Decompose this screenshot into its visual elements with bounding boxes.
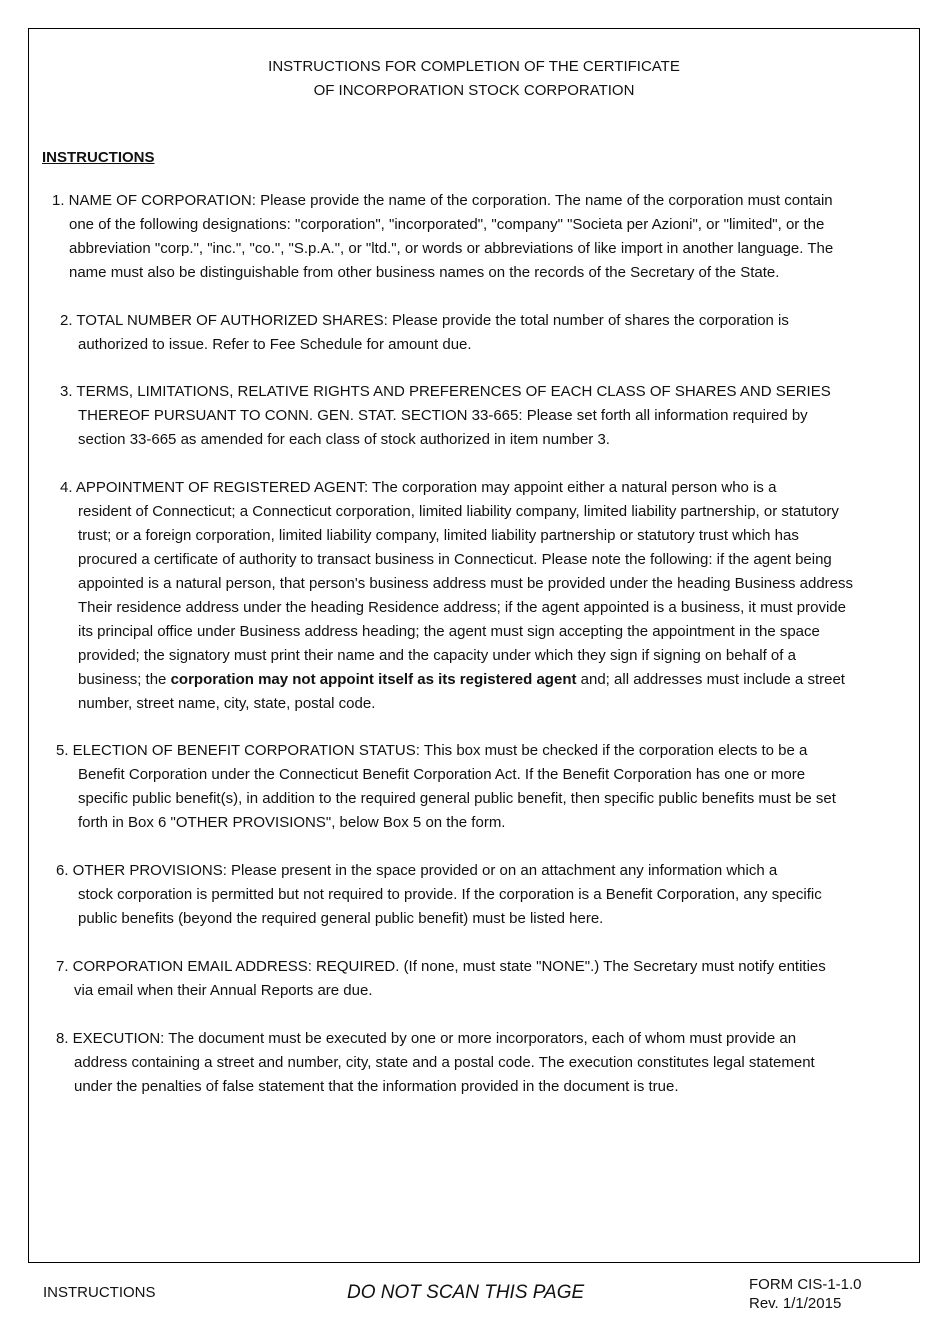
- footer-form-info: [749, 1275, 862, 1313]
- item-line: number, street name, city, state, postal code.: [78, 695, 376, 712]
- item-line: via email when their Annual Reports are due.: [74, 982, 373, 999]
- item-line: specific public benefit(s), in addition to the required general public benefit, then specific public benefits must be set: [78, 790, 836, 807]
- item-line: public benefits (beyond the required general public benefit) must be listed here.: [78, 910, 604, 927]
- item-line: authorized to issue. Refer to Fee Schedule for amount due.: [78, 336, 472, 353]
- item-line: THEREOF PURSUANT TO CONN. GEN. STAT. SECTION 33-665: Please set forth all information required by: [78, 407, 808, 424]
- document-frame: [28, 28, 920, 1263]
- item-line: provided; the signatory must print their name and the capacity under which they sign if signing on behalf of a: [78, 647, 796, 664]
- instruction-item-7: [56, 955, 826, 1003]
- item-line: Benefit Corporation under the Connecticut Benefit Corporation Act. If the Benefit Corporation has one or more: [78, 766, 806, 783]
- item-line: appointed is a natural person, that person's business address must be provided under the heading Business address: [78, 575, 854, 592]
- instruction-item-8: [56, 1027, 815, 1099]
- item-line: 4. APPOINTMENT OF REGISTERED AGENT: The corporation may appoint either a natural person who is a: [60, 479, 777, 496]
- item-line: one of the following designations: "corporation", "incorporated", "company" "Societa per Azioni", or "limited", or the: [69, 216, 825, 233]
- item-line: resident of Connecticut; a Connecticut corporation, limited liability company, limited liability partnership, or statutory: [78, 503, 839, 520]
- item-line: Their residence address under the heading Residence address; if the agent appointed is a business, it must provide: [78, 599, 846, 616]
- instruction-item-4: [60, 476, 853, 716]
- title-line-2: OF INCORPORATION STOCK CORPORATION: [313, 82, 635, 99]
- item-line: name must also be distinguishable from other business names on the records of the Secretary of the State.: [69, 264, 780, 281]
- item-line: 7. CORPORATION EMAIL ADDRESS: REQUIRED. (If none, must state "NONE".) The Secretary must notify entities: [56, 958, 826, 975]
- form-revision: Rev. 1/1/2015: [749, 1295, 842, 1312]
- item-line: forth in Box 6 "OTHER PROVISIONS", below Box 5 on the form.: [78, 814, 506, 831]
- item-line-with-bold: [60, 668, 853, 692]
- instruction-item-3: [60, 380, 831, 452]
- footer-instructions-label: INSTRUCTIONS: [43, 1284, 156, 1301]
- item-line: 3. TERMS, LIMITATIONS, RELATIVE RIGHTS AND PREFERENCES OF EACH CLASS OF SHARES AND SERIES: [60, 383, 831, 400]
- instructions-heading: INSTRUCTIONS: [42, 149, 155, 166]
- item-line: its principal office under Business address heading; the agent must sign accepting the appointment in the space: [78, 623, 820, 640]
- item-line: under the penalties of false statement that the information provided in the document is true.: [74, 1078, 679, 1095]
- bold-emphasis: corporation may not appoint itself as its registered agent: [170, 671, 577, 688]
- item-line: address containing a street and number, city, state and a postal code. The execution constitutes legal statement: [74, 1054, 815, 1071]
- item-line: trust; or a foreign corporation, limited liability company, limited liability partnership or statutory trust which has: [78, 527, 799, 544]
- instruction-item-6: [56, 859, 822, 931]
- item-line: 6. OTHER PROVISIONS: Please present in the space provided or on an attachment any information which a: [56, 862, 778, 879]
- title-line-1: INSTRUCTIONS FOR COMPLETION OF THE CERTIFICATE: [268, 58, 680, 75]
- item-line: 8. EXECUTION: The document must be executed by one or more incorporators, each of whom must provide an: [56, 1030, 797, 1047]
- instruction-item-1: [52, 189, 833, 285]
- item-line: 2. TOTAL NUMBER OF AUTHORIZED SHARES: Please provide the total number of shares the corporation is: [60, 312, 789, 329]
- instruction-item-5: [56, 739, 836, 835]
- bold-line-suffix: and; all addresses must include a street: [576, 671, 845, 688]
- bold-line-prefix: business; the: [78, 671, 171, 688]
- form-number: FORM CIS-1-1.0: [749, 1276, 862, 1293]
- item-line: abbreviation "corp.", "inc.", "co.", "S.p.A.", or "ltd.", or words or abbreviations of like import in another language. The: [69, 240, 834, 257]
- item-line: section 33-665 as amended for each class of stock authorized in item number 3.: [78, 431, 610, 448]
- item-line: procured a certificate of authority to transact business in Connecticut. Please note the following: if the agent being: [78, 551, 832, 568]
- item-line: 1. NAME OF CORPORATION: Please provide the name of the corporation. The name of the corporation must contain: [52, 192, 833, 209]
- instruction-item-2: [60, 309, 789, 357]
- page-title: [29, 55, 919, 103]
- item-line: stock corporation is permitted but not required to provide. If the corporation is a Benefit Corporation, any specific: [78, 886, 822, 903]
- item-line: 5. ELECTION OF BENEFIT CORPORATION STATUS: This box must be checked if the corporation elects to be a: [56, 742, 808, 759]
- footer-do-not-scan: DO NOT SCAN THIS PAGE: [347, 1282, 585, 1303]
